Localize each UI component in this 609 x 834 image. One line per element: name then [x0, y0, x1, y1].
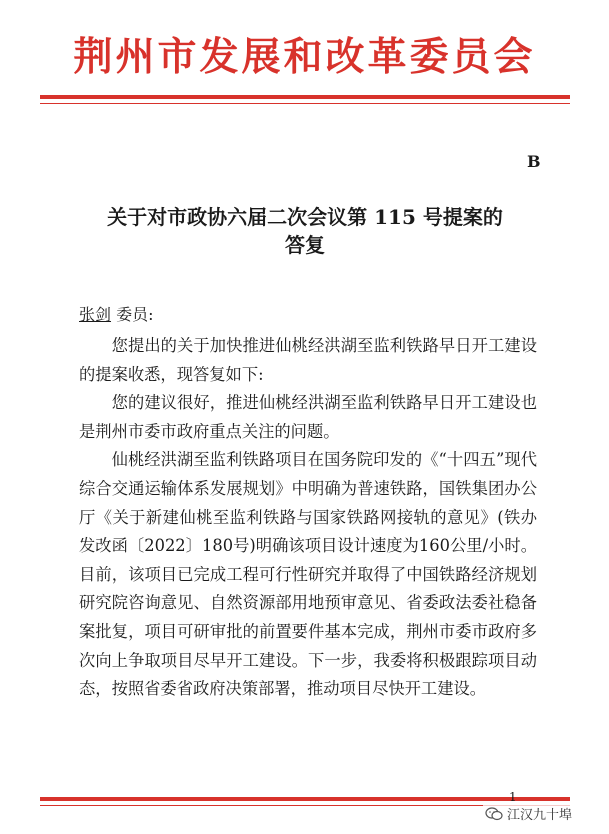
recipient-name: 张剑	[79, 305, 112, 324]
letterhead-rule-thin	[40, 103, 570, 104]
page-number: 1	[509, 790, 517, 804]
letterhead-title: 荆州市发展和改革委员会	[73, 35, 536, 80]
paragraph: 您提出的关于加快推进仙桃经洪湖至监利铁路早日开工建设的提案收悉，现答复如下:	[79, 336, 537, 384]
recipient-title: 委员:	[111, 305, 154, 324]
paragraph: 仙桃经洪湖至监利铁路项目在国务院印发的《“十四五”现代综合交通运输体系发展规划》中明确为普速铁路，国铁集团办公厅《关于新建仙桃至监利铁路与国家铁路网接轨的意见》(铁办发改函〔2022〕180号)明确该项目设计速度为160公里/小时。目前，该项目已完成工程可行性研究并取得了中国铁路经济规划研究院咨询意见、自然资源部用地预审意见、省委政法委社稳备案批复，项目可研审批的前置要件基本完成，荆州市委市政府多次向上争取项目尽早开工建设。下一步，我委将积极跟踪项目动态，按照省委省政府决策部署，推动项目尽快开工建设。	[79, 450, 537, 699]
wechat-icon	[485, 807, 503, 821]
watermark	[483, 804, 574, 823]
greeting	[79, 303, 154, 327]
document-mark: B	[527, 152, 541, 171]
title-line-1: 关于对市政协六届二次会议第 115 号提案的	[107, 205, 503, 229]
paragraph: 您的建议很好，推进仙桃经洪湖至监利铁路早日开工建设也是荆州市委市政府重点关注的问题。	[79, 393, 537, 441]
footer-rule-thick	[40, 797, 570, 801]
title-line-2: 答复	[285, 233, 325, 257]
letterhead-rule-thick	[40, 95, 570, 99]
document-title	[40, 203, 570, 259]
body-text	[79, 332, 537, 704]
watermark-label: 江汉九十埠	[507, 808, 573, 823]
